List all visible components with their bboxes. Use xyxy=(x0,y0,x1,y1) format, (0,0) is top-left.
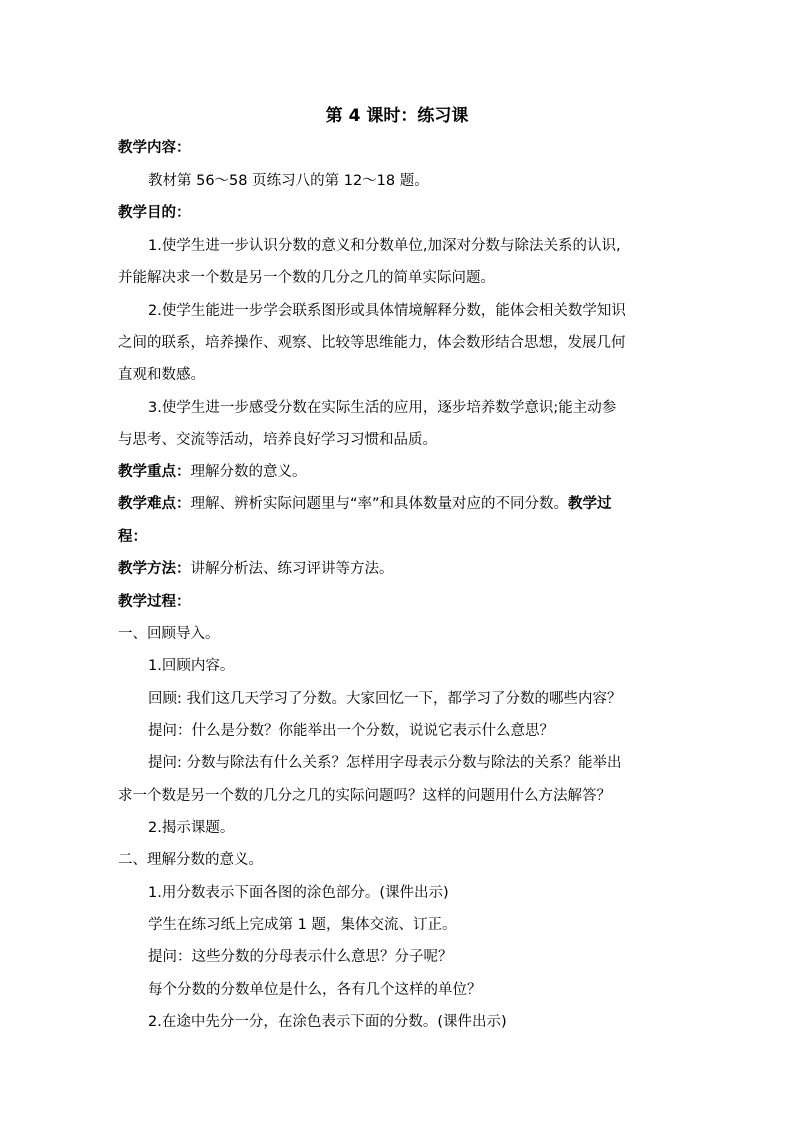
part-2-question-1: 提问：这些分数的分母表示什么意思？分子呢？ xyxy=(148,949,453,965)
part-2-heading: 二、理解分数的意义。 xyxy=(118,852,263,868)
goal-2-line-2: 之间的联系，培养操作、观察、比较等思维能力，体会数形结合思想，发展几何 xyxy=(118,335,626,351)
difficult-point-tail: 教学过 xyxy=(568,496,612,512)
method xyxy=(118,558,678,580)
part-2-item-1: 1.用分数表示下面各图的涂色部分。(课件出示) xyxy=(148,885,449,901)
goal-2-line-1: 2.使学生能进一步学会联系图形或具体情境解释分数，能体会相关数学知识 xyxy=(148,303,626,319)
content-text: 教材第 56～58 页练习八的第 12～18 题。 xyxy=(148,173,429,189)
part-1-item-2: 2.揭示课题。 xyxy=(148,820,235,836)
difficult-point-line-2: 程： xyxy=(118,529,147,545)
page-title: 第 4 课时：练习课 xyxy=(325,106,469,126)
method-text: 讲解分析法、练习评讲等方法。 xyxy=(190,561,394,577)
process-heading: 教学过程： xyxy=(118,594,191,610)
difficult-point-label: 教学难点： xyxy=(118,496,191,512)
part-2-student-activity: 学生在练习纸上完成第 1 题，集体交流、订正。 xyxy=(148,917,457,933)
part-1-question-2-line-1: 提问: 分数与除法有什么关系？怎样用字母表示分数与除法的关系？能举出 xyxy=(148,755,622,771)
difficult-point-text: 理解、辨析实际问题里与“率”和具体数量对应的不同分数。 xyxy=(190,496,569,512)
part-1-item-1: 1.回顾内容。 xyxy=(148,658,235,674)
part-1-question-2-line-2: 求一个数是另一个数的几分之几的实际问题吗？这样的问题用什么方法解答？ xyxy=(118,788,611,804)
goals-heading: 教学目的： xyxy=(118,205,191,221)
goal-3-line-1: 3.使学生进一步感受分数在实际生活的应用，逐步培养数学意识;能主动参 xyxy=(148,400,617,416)
goal-1-line-1: 1.使学生进一步认识分数的意义和分数单位,加深对分数与除法关系的认识, xyxy=(148,238,621,254)
goal-3-line-2: 与思考、交流等活动，培养良好学习习惯和品质。 xyxy=(118,432,437,448)
part-1-question-1: 提问：什么是分数？你能举出一个分数，说说它表示什么意思？ xyxy=(148,723,554,739)
part-2-item-2: 2.在途中先分一分，在涂色表示下面的分数。(课件出示) xyxy=(148,1014,507,1030)
goal-2-line-3: 直观和数感。 xyxy=(118,367,205,383)
method-label: 教学方法： xyxy=(118,561,191,577)
part-2-question-2: 每个分数的分数单位是什么，各有几个这样的单位？ xyxy=(148,982,482,998)
key-point-text: 理解分数的意义。 xyxy=(190,464,307,480)
part-1-heading: 一、回顾导入。 xyxy=(118,626,220,642)
content-heading: 教学内容： xyxy=(118,140,191,156)
goal-1-line-2: 并能解决求一个数是另一个数的几分之几的简单实际问题。 xyxy=(118,270,495,286)
part-1-review: 回顾: 我们这几天学习了分数。大家回忆一下，都学习了分数的哪些内容？ xyxy=(148,691,622,707)
difficult-point xyxy=(118,493,678,515)
key-point xyxy=(118,461,678,483)
key-point-label: 教学重点： xyxy=(118,464,191,480)
